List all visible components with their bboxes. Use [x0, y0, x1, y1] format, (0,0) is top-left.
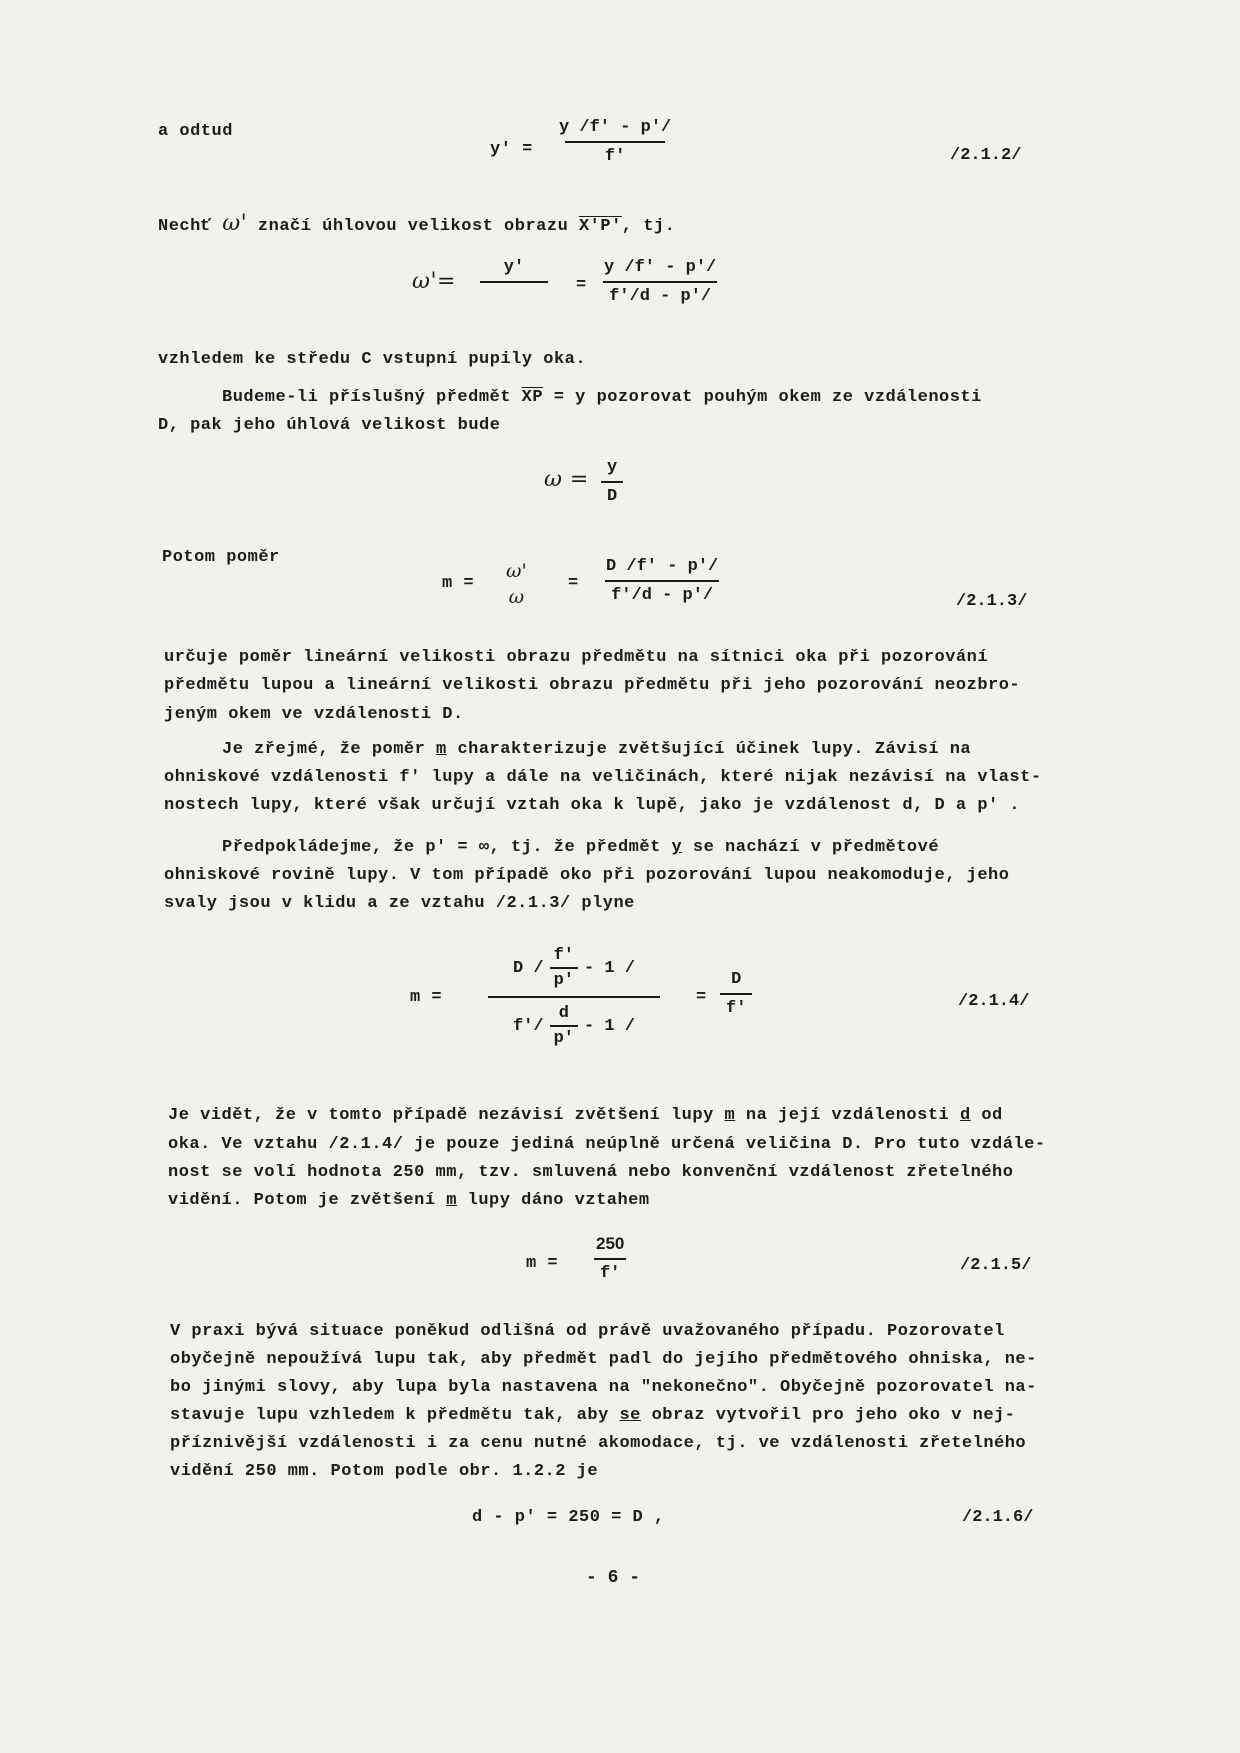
- para4-line1: Je vidět, že v tomto případě nezávisí zvětšení lupy m na její vzdálenosti d od: [168, 1106, 1003, 1125]
- eq-omega-fraction-2: $\frac{y /f' - p'/}{f'/d - p'/}$: [604, 258, 717, 306]
- para1-line1: určuje poměr lineární velikosti obrazu předmětu na sítnici oka při pozorování: [164, 648, 989, 667]
- eq212-numerator: y /f' - p'/: [559, 118, 672, 137]
- para5-line4: stavuje lupu vzhledem k předmětu tak, aby se obraz vytvořil pro jeho oko v nej-: [170, 1406, 1016, 1425]
- equation-number-2-1-3: /2.1.3/: [956, 592, 1028, 611]
- equation-number-2-1-4: /2.1.4/: [958, 992, 1030, 1011]
- equation-number-2-1-2: /2.1.2/: [950, 146, 1022, 165]
- para5-line6: vidění 250 mm. Potom podle obr. 1.2.2 je: [170, 1462, 599, 1481]
- text-potom-pomer: Potom poměr: [162, 548, 280, 567]
- segment-xp: $\overline{XP}$: [521, 388, 544, 407]
- eq214-big-fraction: [488, 946, 660, 1048]
- eq212-fraction: [553, 118, 677, 166]
- eq-omega-fraction-1: y': [480, 258, 548, 307]
- eq212-lhs: y' =: [490, 140, 533, 159]
- eq212-denominator: f': [565, 141, 665, 166]
- para5-line2: obyčejně nepoužívá lupu tak, aby předmět padl do jejího předmětového ohniska, ne-: [170, 1350, 1037, 1369]
- eq213-equals: =: [568, 574, 579, 593]
- equation-number-2-1-6: /2.1.6/: [962, 1508, 1034, 1527]
- eq214-denominator: f'/ d p' - 1 /: [512, 1004, 636, 1048]
- para3-line2: ohniskové rovině lupy. V tom případě oko při pozorování lupou neakomoduje, jeho: [164, 866, 1010, 885]
- page-number: - 6 -: [586, 1568, 641, 1588]
- eq214-m: m =: [410, 988, 443, 1007]
- para5-line5: příznivější vzdálenosti i za cenu nutné akomodace, tj. ve vzdálenosti zřetelného: [170, 1434, 1027, 1453]
- para4-line4: vidění. Potom je zvětšení m lupy dáno vztahem: [168, 1191, 650, 1210]
- text-nech: Nechť ω' značí úhlovou velikost obrazu X'P', tj.: [158, 211, 676, 236]
- para5-line3: bo jinými slovy, aby lupa byla nastavena na "nekonečno". Obyčejně pozorovatel na-: [170, 1378, 1037, 1397]
- para1-line3: jeným okem ve vzdálenosti D.: [164, 705, 464, 724]
- segment-xp-prime: X'P': [578, 217, 622, 236]
- eq214-result-fraction: $\frac{D}{f'}$: [720, 970, 752, 1018]
- eq215-m: m =: [526, 1254, 559, 1273]
- para4-line3: nost se volí hodnota 250 mm, tzv. smluvená nebo konvenční vzdálenost zřetelného: [168, 1163, 1014, 1182]
- text-budeme: Budeme-li příslušný předmět $\overline{XP} = y$ pozorovat pouhým okem ze vzdálenosti: [222, 388, 982, 407]
- eq214-main-bar: [488, 996, 660, 998]
- eq-omega-lhs: ω'=: [412, 269, 456, 294]
- para1-line2: předmětu lupou a lineární velikosti obrazu předmětu při jeho pozorování neozbro-: [164, 676, 1021, 695]
- text-d-pak: D, pak jeho úhlová velikost bude: [158, 416, 501, 435]
- para3-line1: Předpokládejme, že p' = ∞, tj. že předmět y se nachází v předmětové: [222, 838, 940, 857]
- para4-line2: oka. Ve vztahu /2.1.4/ je pouze jediná neúplně určená veličina D. Pro tuto vzdále-: [168, 1135, 1046, 1154]
- equation-number-2-1-5: /2.1.5/: [960, 1256, 1032, 1275]
- para2-line1: Je zřejmé, že poměr m charakterizuje zvětšující účinek lupy. Závisí na: [222, 740, 972, 759]
- eq213-m: m =: [442, 574, 475, 593]
- eq-omega-d-lhs: ω =: [544, 467, 589, 492]
- eq-omega-equals: =: [576, 276, 587, 295]
- para2-line3: nostech lupy, které však určují vztah oka k lupě, jako je vzdálenost d, D a p' .: [164, 796, 1021, 815]
- text-vzhledem: vzhledem ke středu C vstupní pupily oka.: [158, 350, 587, 369]
- eq213-fraction-2: $\frac{D /f' - p'/}{f'/d - p'/}$: [606, 557, 719, 605]
- omega-prime-symbol: ω': [222, 211, 248, 236]
- eq213-fraction-1: ω' ω: [506, 560, 527, 608]
- eq214-numerator: D / f' p' - 1 /: [512, 946, 636, 990]
- eq215-fraction: $\frac{250}{f'}$: [590, 1234, 630, 1283]
- eq214-equals: =: [696, 988, 707, 1007]
- para5-line1: V praxi bývá situace poněkud odlišná od právě uvažovaného případu. Pozorovatel: [170, 1322, 1005, 1341]
- text-a-odtud: a odtud: [158, 122, 233, 141]
- para2-line2: ohniskové vzdálenosti f' lupy a dále na veličinách, které nijak nezávisí na vlast-: [164, 768, 1042, 787]
- para3-line3: svaly jsou v klidu a ze vztahu /2.1.3/ plyne: [164, 894, 635, 913]
- eq216: d - p' = 250 = D ,: [472, 1508, 665, 1527]
- eq-omega-d-fraction: $\frac{y}{D}$: [601, 458, 623, 506]
